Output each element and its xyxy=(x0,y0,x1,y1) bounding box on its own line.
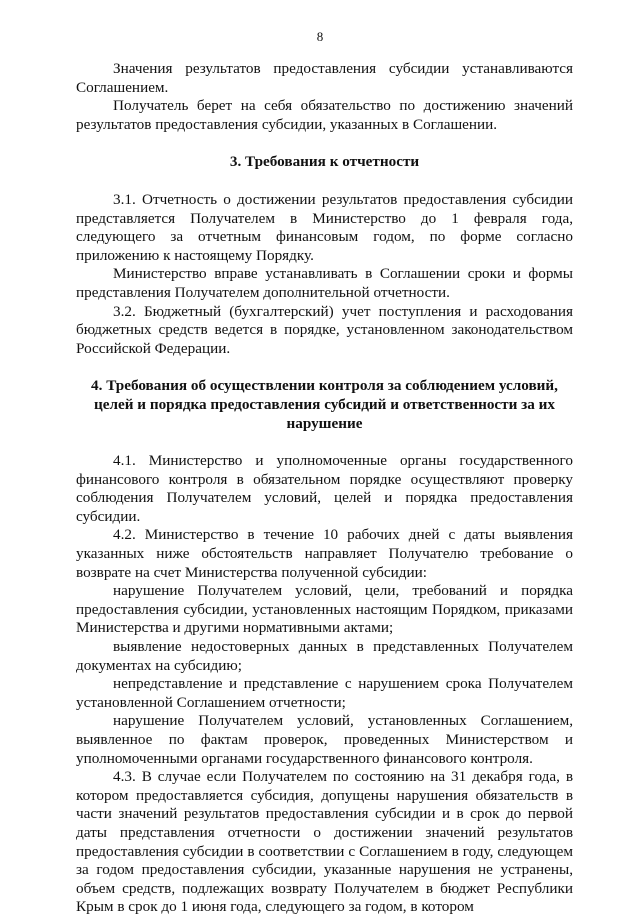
paragraph: нарушение Получателем условий, цели, требований и порядка предоставления субсидии, установленных настоящим Порядком, приказами Министерства и другими нормативными актами; xyxy=(76,582,573,637)
section-heading: 4. Требования об осуществлении контроля за соблюдением условий, целей и порядка предоставления субсидий и ответственности за их нарушение xyxy=(91,377,558,432)
paragraph: нарушение Получателем условий, установленных Соглашением, выявленное по фактам проверок, проведенных Министерством и уполномоченными органами государственного финансового контроля. xyxy=(76,712,573,767)
paragraph: непредставление и представление с нарушением срока Получателем установленной Соглашением отчетности; xyxy=(76,675,573,711)
spacer xyxy=(76,134,573,153)
paragraph: 4.2. Министерство в течение 10 рабочих дней с даты выявления указанных ниже обстоятельств направляет Получателю требование о возврате на счет Министерства полученной субсидии: xyxy=(76,526,573,581)
spacer xyxy=(76,358,573,377)
paragraph: 3.2. Бюджетный (бухгалтерский) учет поступления и расходования бюджетных средств ведется в порядке, установленном законодательством Российской Федерации. xyxy=(76,302,573,357)
paragraph: Значения результатов предоставления субсидии устанавливаются Соглашением. xyxy=(76,60,573,96)
paragraph: выявление недостоверных данных в представленных Получателем документах на субсидию; xyxy=(76,638,573,674)
paragraph: 4.1. Министерство и уполномоченные органы государственного финансового контроля в обязательном порядке осуществляют проверку соблюдения Получателем условий, целей и порядка предоставления субсидии. xyxy=(76,452,573,525)
spacer xyxy=(76,172,573,191)
spacer xyxy=(76,433,573,452)
document-body xyxy=(76,60,573,917)
paragraph: Министерство вправе устанавливать в Соглашении сроки и формы представления Получателем дополнительной отчетности. xyxy=(76,265,573,301)
page-number: 8 xyxy=(316,29,324,44)
paragraph: 4.3. В случае если Получателем по состоянию на 31 декабря года, в котором предоставляется субсидия, допущены нарушения обязательств в части значений результатов предоставления субсидии и в срок до первой даты представления отчетности о достижении значений результатов предоставления субсидии в соответствии с Соглашением в году, следующем за годом предоставления субсидии, указанные нарушения не устранены, объем средств, подлежащих возврату Получателем в бюджет Республики Крым в срок до 1 июня года, следующего за годом, в котором xyxy=(76,768,573,916)
paragraph: 3.1. Отчетность о достижении результатов предоставления субсидии представляется Получателем в Министерство до 1 февраля года, следующего за отчетным финансовым годом, по форме согласно приложению к настоящему Порядку. xyxy=(76,190,573,264)
paragraph: Получатель берет на себя обязательство по достижению значений результатов предоставления субсидии, указанных в Соглашении. xyxy=(76,97,573,133)
section-heading: 3. Требования к отчетности xyxy=(229,153,420,171)
